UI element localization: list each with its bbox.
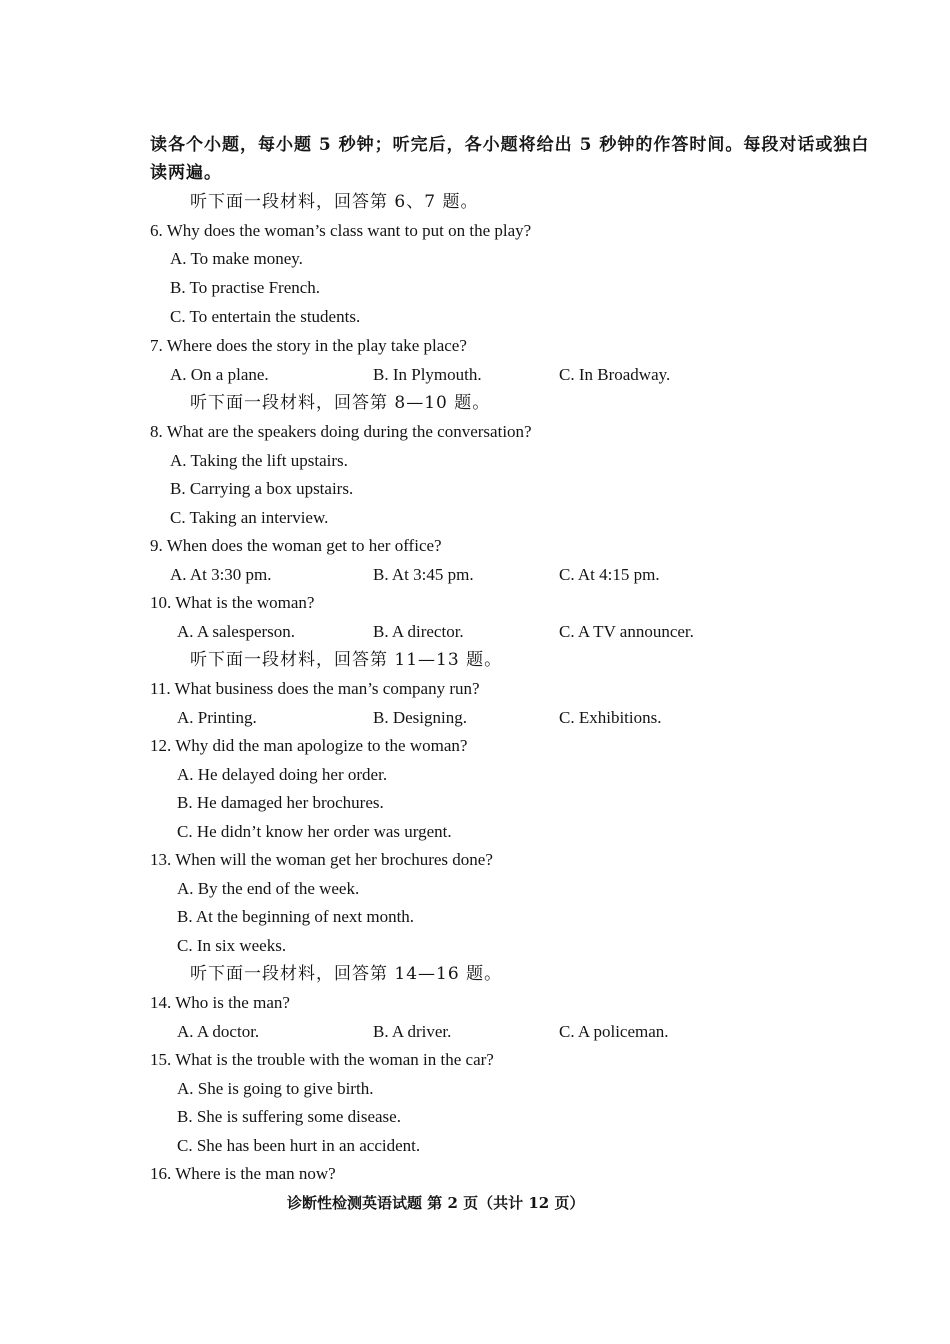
question-13-stem: 13. When will the woman get her brochures done? bbox=[150, 850, 493, 869]
question-9-stem: 9. When does the woman get to her office? bbox=[150, 536, 442, 555]
question-12-stem: 12. Why did the man apologize to the woman? bbox=[150, 736, 468, 755]
question-7-option-a: A. On a plane. bbox=[170, 365, 269, 384]
instruction-line-1: 读各个小题，每小题 5 秒钟；听完后，各小题将给出 5 秒钟的作答时间。每段对话或独白 bbox=[150, 135, 870, 155]
question-13-option-b: B. At the beginning of next month. bbox=[177, 907, 415, 926]
question-14-option-b: B. A driver. bbox=[373, 1022, 452, 1041]
question-14-option-a: A. A doctor. bbox=[177, 1022, 260, 1041]
question-6-option-a: A. To make money. bbox=[170, 249, 303, 268]
question-14-stem: 14. Who is the man? bbox=[150, 993, 290, 1012]
question-13-option-a: A. By the end of the week. bbox=[177, 879, 360, 898]
question-6-option-c: C. To entertain the students. bbox=[170, 307, 361, 326]
question-8-option-b: B. Carrying a box upstairs. bbox=[170, 479, 354, 498]
question-7-option-b: B. In Plymouth. bbox=[373, 365, 482, 384]
question-12-option-b: B. He damaged her brochures. bbox=[177, 793, 384, 812]
question-11-option-c: C. Exhibitions. bbox=[559, 708, 662, 727]
question-9-option-a: A. At 3:30 pm. bbox=[170, 565, 272, 584]
section-header-8-10: 听下面一段材料，回答第 8—10 题。 bbox=[190, 393, 491, 413]
question-10-option-b: B. A director. bbox=[373, 622, 464, 641]
question-10-stem: 10. What is the woman? bbox=[150, 593, 315, 612]
question-15-option-b: B. She is suffering some disease. bbox=[177, 1107, 401, 1126]
instruction-line-2: 读两遍。 bbox=[150, 163, 222, 183]
section-header-11-13: 听下面一段材料，回答第 11—13 题。 bbox=[190, 650, 503, 670]
question-9-option-c: C. At 4:15 pm. bbox=[559, 565, 660, 584]
question-15-option-c: C. She has been hurt in an accident. bbox=[177, 1136, 421, 1155]
question-16-stem: 16. Where is the man now? bbox=[150, 1164, 336, 1183]
question-11-option-a: A. Printing. bbox=[177, 708, 257, 727]
question-10-option-c: C. A TV announcer. bbox=[559, 622, 694, 641]
question-9-option-b: B. At 3:45 pm. bbox=[373, 565, 474, 584]
question-14-option-c: C. A policeman. bbox=[559, 1022, 669, 1041]
question-11-option-b: B. Designing. bbox=[373, 708, 467, 727]
question-7-stem: 7. Where does the story in the play take place? bbox=[150, 336, 467, 355]
question-15-stem: 15. What is the trouble with the woman in the car? bbox=[150, 1050, 494, 1069]
question-8-option-c: C. Taking an interview. bbox=[170, 508, 329, 527]
question-15-option-a: A. She is going to give birth. bbox=[177, 1079, 374, 1098]
question-12-option-a: A. He delayed doing her order. bbox=[177, 765, 388, 784]
question-7-option-c: C. In Broadway. bbox=[559, 365, 671, 384]
question-6-stem: 6. Why does the woman’s class want to put on the play? bbox=[150, 221, 532, 240]
question-8-stem: 8. What are the speakers doing during the conversation? bbox=[150, 422, 532, 441]
page-footer: 诊断性检测英语试题 第 2 页（共计 12 页） bbox=[287, 1194, 585, 1212]
question-6-option-b: B. To practise French. bbox=[170, 278, 321, 297]
question-12-option-c: C. He didn’t know her order was urgent. bbox=[177, 822, 452, 841]
question-13-option-c: C. In six weeks. bbox=[177, 936, 287, 955]
question-10-option-a: A. A salesperson. bbox=[177, 622, 296, 641]
question-8-option-a: A. Taking the lift upstairs. bbox=[170, 451, 348, 470]
section-header-14-16: 听下面一段材料，回答第 14—16 题。 bbox=[190, 964, 503, 984]
section-header-6-7: 听下面一段材料，回答第 6、7 题。 bbox=[190, 192, 479, 212]
question-11-stem: 11. What business does the man’s company run? bbox=[150, 679, 480, 698]
